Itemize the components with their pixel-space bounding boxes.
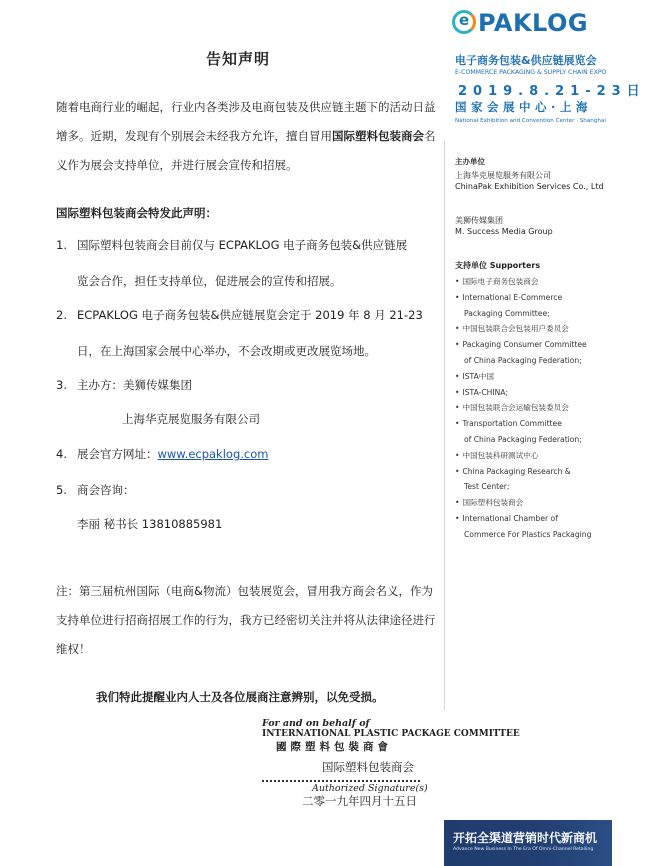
organizer-label: 主办方： [77, 378, 123, 392]
list-item: • International Chamber of [455, 513, 558, 523]
ecpaklog-logo: PAKLOG [478, 9, 589, 37]
list-item: Commerce For Plastics Packaging [464, 529, 592, 539]
list-item: • 中国包装科研测试中心 [455, 450, 539, 460]
list-item: • International E-Commerce [455, 292, 563, 302]
media-name-en: M. Success Media Group [455, 227, 553, 236]
intro-text-1: 随着电商行业的崛起，行业内各类涉及电商包装及供应链主题下的活动日益增多。近期，发现有个别展会未经我方允许，擅自冒用 [56, 100, 436, 143]
banner-slogan-cn: 开拓全渠道营销时代新商机 [453, 831, 598, 845]
list-item: Test Center; [464, 482, 510, 492]
list-item: • ISTA-CHINA; [455, 387, 509, 397]
list-item: Packaging Committee; [464, 308, 550, 318]
expo-date: 2019.8.21-23日 [458, 84, 646, 99]
website-label: 展会官方网址： [77, 447, 158, 461]
organizer-2: 上海华克展览服务有限公司 [122, 412, 260, 426]
banner-slogan-en: Advance New Business In The Era Of Omni-Channel Retailing [453, 847, 594, 852]
item-number: 5. [56, 483, 67, 497]
consult-contact: 李丽 秘书长 13810885981 [77, 517, 223, 531]
venue-en: National Exhibition and Convention Center · Shanghai [455, 118, 606, 124]
item-number: 3. [56, 378, 67, 392]
signature-org-en: INTERNATIONAL PLASTIC PACKAGE COMMITTEE [262, 729, 520, 739]
list-item: of China Packaging Federation; [464, 355, 582, 365]
signature-date: 二零一九年四月十五日 [302, 794, 417, 808]
organizer-name-en: ChinaPak Exhibition Services Co., Ltd [455, 182, 604, 191]
item-number: 1. [56, 238, 67, 252]
website-line [77, 445, 268, 463]
sidebar-divider [444, 140, 445, 710]
declaration-heading: 国际塑料包装商会特发此声明： [56, 206, 217, 220]
media-name-cn: 美狮传媒集团 [455, 216, 503, 225]
intro-paragraph [56, 93, 436, 180]
item-text-line: ECPAKLOG 电子商务包装&供应链展览会定于 2019 年 8 月 21-23 [77, 308, 423, 322]
organizer-name-cn: 上海华克展览服务有限公司 [455, 171, 551, 180]
intro-bold-org: 国际塑料包装商会 [332, 129, 424, 143]
list-item: • 中国包装联合会运输包装委员会 [455, 403, 569, 413]
organizer-heading: 主办单位 [455, 157, 485, 166]
supporters-list [455, 274, 591, 543]
signature-dotted-line [262, 780, 420, 782]
organizer-line [77, 376, 192, 394]
item-number: 4. [56, 447, 67, 461]
website-link[interactable]: www.ecpaklog.com [157, 447, 269, 461]
item-text-line: 日，在上海国家会展中心举办，不会改期或更改展览场地。 [77, 344, 376, 358]
list-item: • ISTA中国 [455, 371, 494, 381]
venue-cn: 国家会展中心·上海 [455, 100, 592, 114]
authorized-signature-label: Authorized Signature(s) [312, 783, 428, 794]
list-item: • 国际电子商务包装商会 [455, 277, 539, 286]
logo-e-letter: e [459, 11, 470, 29]
expo-name-en: E-COMMERCE PACKAGING & SUPPLY CHAIN EXPO [455, 69, 607, 76]
supporters-heading: 支持单位 Supporters [455, 261, 541, 270]
page-title: 告知声明 [206, 50, 271, 68]
item-text-line: 览会合作，担任支持单位，促进展会的宣传和招展。 [77, 274, 342, 288]
list-item: of China Packaging Federation; [464, 434, 582, 444]
signature-org-stamp: 國際塑料包裝商會 [276, 741, 392, 753]
closing-statement: 我们特此提醒业内人士及各位展商注意辨别，以免受损。 [96, 690, 384, 704]
consult-label: 商会咨询： [77, 483, 135, 497]
item-number: 2. [56, 308, 67, 322]
expo-name-cn: 电子商务包装&供应链展览会 [455, 54, 597, 67]
list-item: • China Packaging Research & [455, 466, 571, 476]
list-item: • Transportation Committee [455, 419, 562, 429]
signature-behalf: For and on behalf of [262, 718, 370, 729]
list-item: • 国际塑料包装商会 [455, 498, 524, 508]
organizer-1: 美狮传媒集团 [123, 378, 192, 392]
list-item: • Packaging Consumer Committee [455, 340, 587, 350]
intro-text-2: 名义作为展会支持单位，并进行展会宣传和招展。 [56, 129, 436, 172]
item-text-line: 国际塑料包装商会目前仅与 ECPAKLOG 电子商务包装&供应链展 [77, 238, 408, 252]
note-paragraph: 注：第三届杭州国际（电商&物流）包装展览会，冒用我方商会名义，作为支持单位进行招商招展工作的行为，我方已经密切关注并将从法律途径进行维权！ [56, 584, 436, 656]
list-item: • 中国包装联合会包装用户委员会 [455, 324, 569, 334]
signature-org-cn: 国际塑料包装商会 [322, 760, 414, 774]
